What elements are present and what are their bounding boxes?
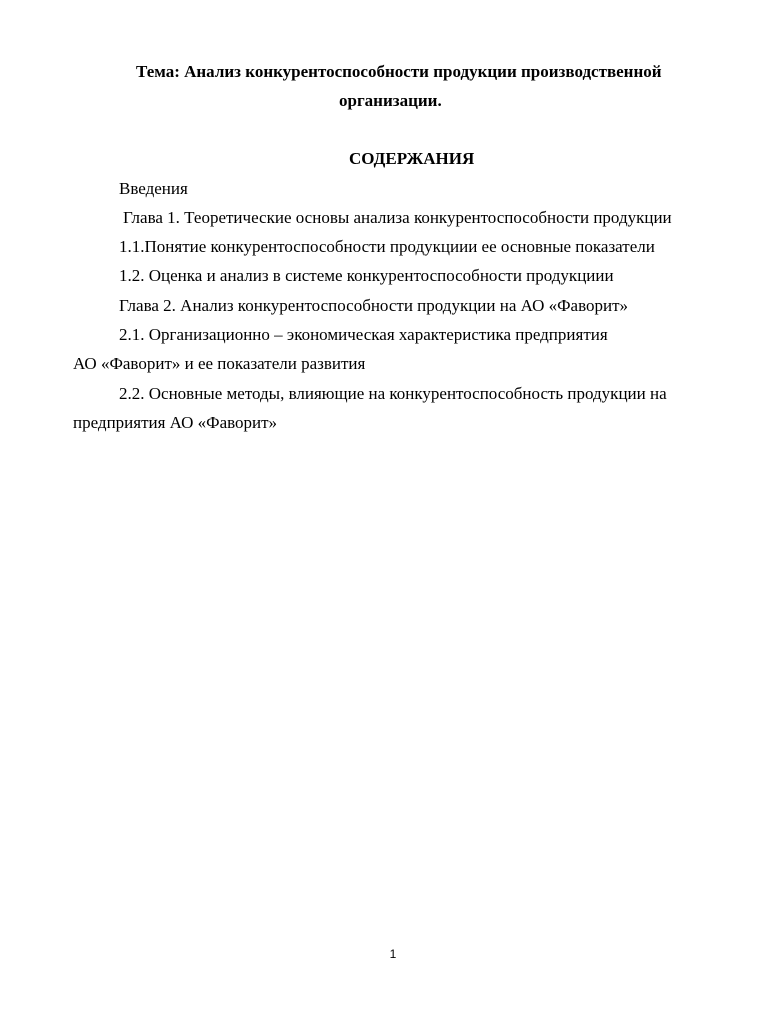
toc-item-2-1-line-1: 2.1. Организационно – экономическая характеристика предприятия	[119, 325, 608, 344]
toc-item-chapter-1: Глава 1. Теоретические основы анализа конкурентоспособности продукции	[123, 208, 672, 227]
toc-item-1-1: 1.1.Понятие конкурентоспособности продукциии ее основные показатели	[119, 237, 655, 256]
toc-item-introduction: Введения	[119, 179, 188, 198]
toc-item-2-1-line-2: АО «Фаворит» и ее показатели развития	[73, 354, 366, 373]
toc-item-1-2: 1.2. Оценка и анализ в системе конкурентоспособности продукциии	[119, 266, 614, 285]
toc-item-2-2-line-1: 2.2. Основные методы, влияющие на конкурентоспособность продукции на	[119, 384, 667, 403]
topic-title-line-1: Тема: Анализ конкурентоспособности продукции производственной	[136, 62, 662, 81]
topic-title-line-2: организации.	[339, 91, 442, 110]
toc-heading: СОДЕРЖАНИЯ	[349, 149, 475, 168]
page-number: 1	[389, 947, 397, 961]
toc-item-2-2-line-2: предприятия АО «Фаворит»	[73, 413, 278, 432]
toc-item-chapter-2: Глава 2. Анализ конкурентоспособности продукции на АО «Фаворит»	[119, 296, 629, 315]
